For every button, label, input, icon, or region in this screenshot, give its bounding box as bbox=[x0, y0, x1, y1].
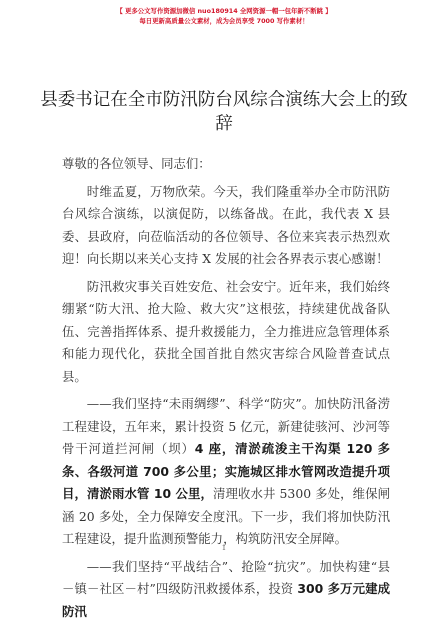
paragraph-3 bbox=[62, 393, 390, 551]
promo-banner-line1: 【 更多公文写作资源加微信 nuo180914 全网资源一帽一包年新不断跳 】 bbox=[116, 7, 332, 15]
paragraph-4-bold-b: 300 多万元建成防汛 bbox=[62, 581, 390, 619]
paragraph-3-text-a: ——我们坚持“未雨绸缪”、科学“防灾”。加快防汛备涝工程建设，五年来，累计投资 5 亿元，新建徒骇河、沙河等骨干河道拦河闸（坝） bbox=[62, 396, 390, 456]
paragraph-4-text-a: ——我们坚持“平战结合”、抢险“抗灾”。加快构建“县－镇－社区－村”四级防汛救援体系，投资 bbox=[62, 558, 390, 596]
salutation: 尊敬的各位领导、同志们： bbox=[62, 156, 211, 171]
promo-banner bbox=[0, 6, 448, 26]
page-number: 1 bbox=[221, 544, 227, 552]
document-body bbox=[62, 153, 390, 628]
paragraph-1: 时维孟夏，万物欣荣。今天，我们隆重举办全市防汛防台风综合演练，以演促防，以练备战。在此，我代表 X 县委、县政府，向莅临活动的各位领导、各位来宾表示热烈欢迎！向长期以来关心支持 X 发展的社会各界表示衷心感谢！ bbox=[62, 183, 390, 266]
promo-banner-line2: 每日更新高质量公文素材，成为会员享受 7000 写作素材！ bbox=[139, 17, 309, 25]
paragraph-2: 防汛救灾事关百姓安危、社会安宁。近年来，我们始终绷紧“防大汛、抢大险、救大灾”这根弦，持续建优战备队伍、完善指挥体系、提升救援能力，全力推进应急管理体系和能力现代化，获批全国首批自然灾害综合风险普查试点县。 bbox=[62, 278, 390, 384]
paragraph-3-text-d: 提升监测预警能力，构筑防汛安全屏障。 bbox=[123, 531, 347, 546]
paragraph-4 bbox=[62, 556, 390, 624]
document-title: 县委书记在全市防汛防台风综合演练大会上的致辞 bbox=[40, 90, 408, 134]
paragraph-3-text-c: 清理收水井 5300 多处，维保闸涵 20 多处，全力保障安全度汛。下一步，我们将加快防汛工程建设， bbox=[62, 486, 390, 546]
paragraph-3-bold-b: 4 座，清淤疏浚主干沟渠 120 多条、各级河道 700 多公里；实施城区排水管网改造提升项目，清淤雨水管 10 公里， bbox=[62, 441, 390, 501]
